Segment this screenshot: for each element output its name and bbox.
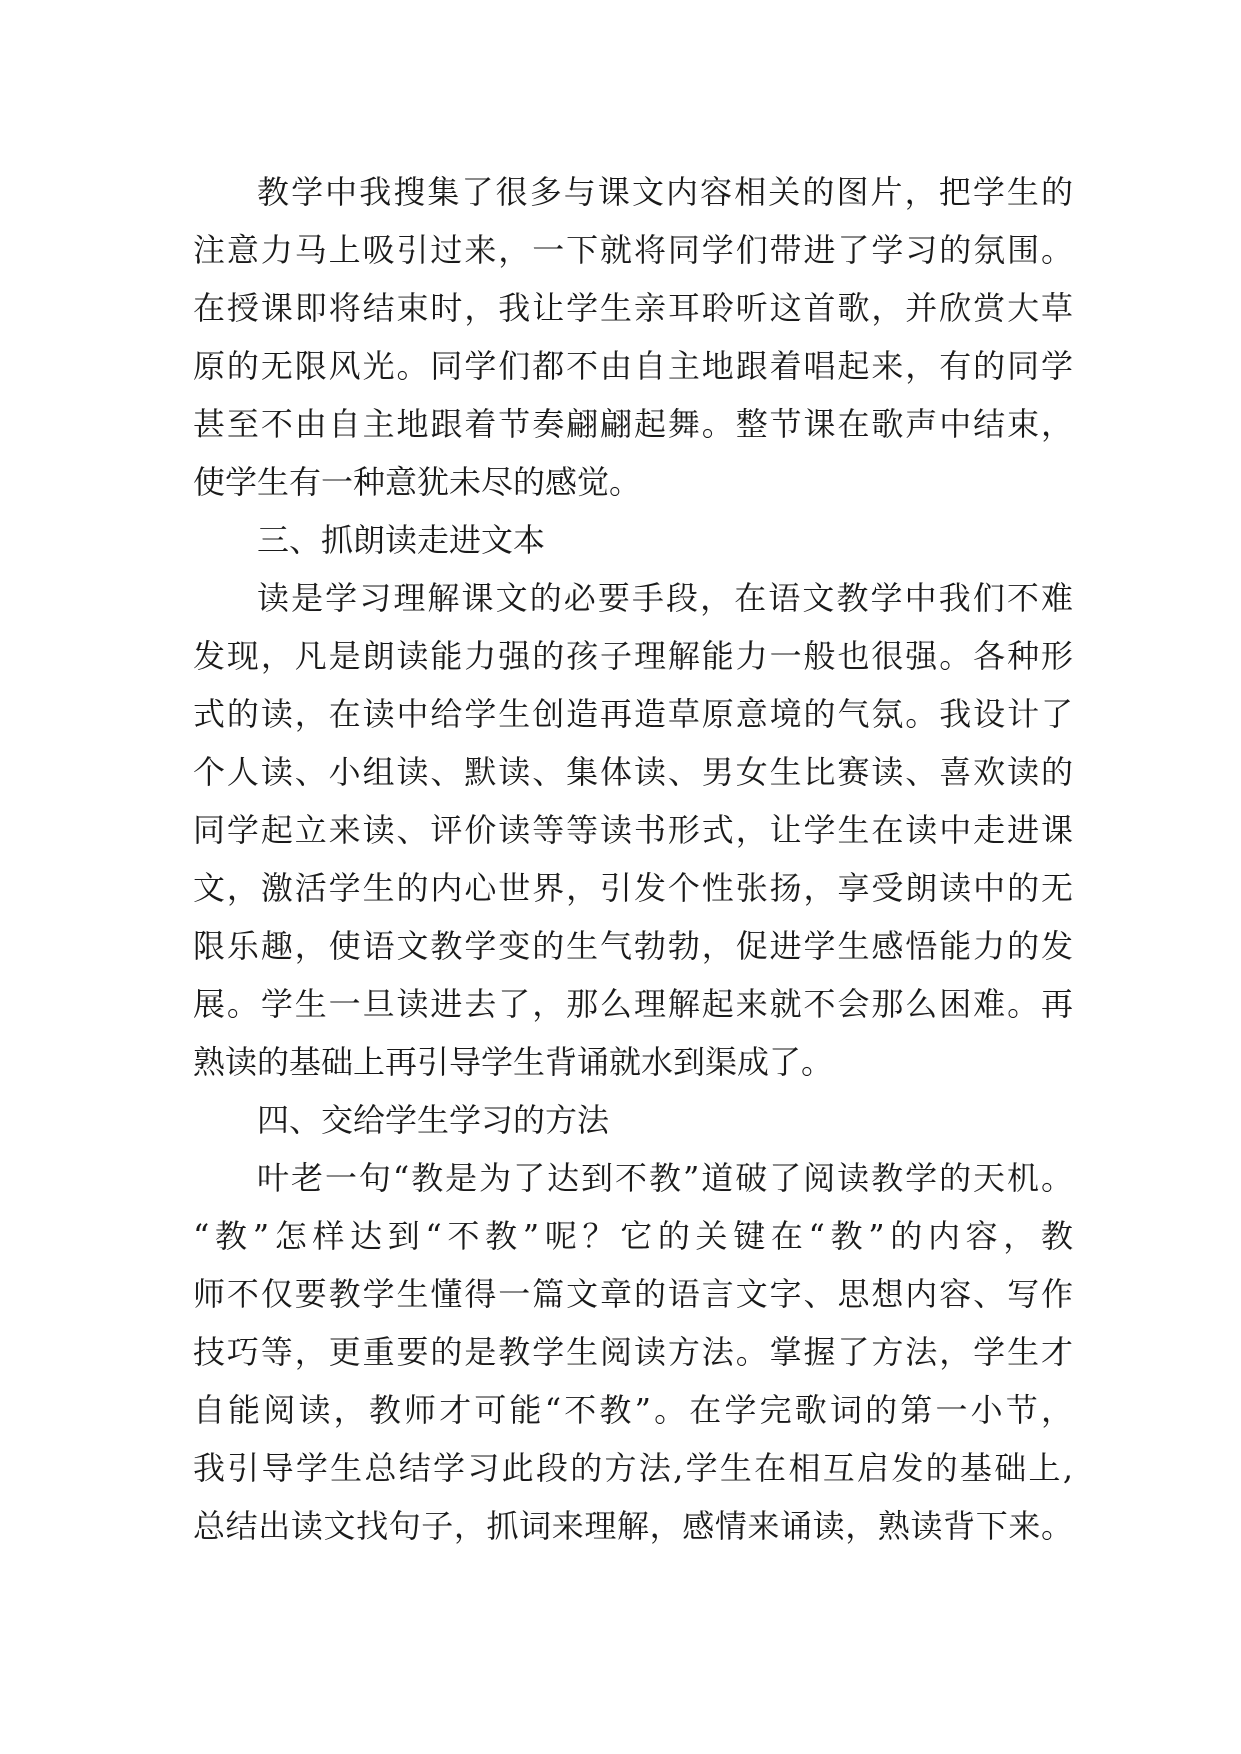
paragraph-line: 教学中我搜集了很多与课文内容相关的图片，把学生的 [257,173,1073,211]
paragraph-line: 熟读的基础上再引导学生背诵就水到渠成了。 [193,1043,834,1081]
paragraph-line: 叶老一句“教是为了达到不教”道破了阅读教学的天机。 [257,1159,1073,1197]
paragraph-line: 在授课即将结束时，我让学生亲耳聆听这首歌，并欣赏大草 [193,289,1073,327]
paragraph-line: 原的无限风光。同学们都不由自主地跟着唱起来，有的同学 [193,347,1073,385]
document-body [193,163,1073,1555]
paragraph-line: 同学起立来读、评价读等等读书形式，让学生在读中走进课 [193,811,1073,849]
section-heading: 三、抓朗读走进文本 [257,521,546,559]
section-heading: 四、交给学生学习的方法 [257,1101,610,1139]
paragraph-line: 注意力马上吸引过来，一下就将同学们带进了学习的氛围。 [193,231,1073,269]
paragraph-line: 师不仅要教学生懂得一篇文章的语言文字、思想内容、写作 [193,1275,1073,1313]
paragraph-line: 限乐趣，使语文教学变的生气勃勃，促进学生感悟能力的发 [193,927,1073,965]
paragraph-line: 式的读，在读中给学生创造再造草原意境的气氛。我设计了 [193,695,1073,733]
paragraph-line: 使学生有一种意犹未尽的感觉。 [193,463,642,501]
paragraph-line: 技巧等，更重要的是教学生阅读方法。掌握了方法，学生才 [193,1333,1073,1371]
paragraph-line: 发现，凡是朗读能力强的孩子理解能力一般也很强。各种形 [193,637,1073,675]
paragraph-line: 我引导学生总结学习此段的方法,学生在相互启发的基础上, [193,1449,1073,1487]
paragraph-line: 读是学习理解课文的必要手段，在语文教学中我们不难 [257,579,1073,617]
paragraph-line: 自能阅读，教师才可能“不教”。在学完歌词的第一小节， [193,1391,1073,1429]
paragraph-line: 展。学生一旦读进去了，那么理解起来就不会那么困难。再 [193,985,1073,1023]
paragraph-line: “教”怎样达到“不教”呢？它的关键在“教”的内容，教 [193,1217,1073,1255]
paragraph-line: 甚至不由自主地跟着节奏翩翩起舞。整节课在歌声中结束， [193,405,1073,443]
paragraph-line: 个人读、小组读、默读、集体读、男女生比赛读、喜欢读的 [193,753,1073,791]
paragraph-line: 总结出读文找句子，抓词来理解，感情来诵读，熟读背下来。 [193,1507,1073,1545]
paragraph-line: 文，激活学生的内心世界，引发个性张扬，享受朗读中的无 [193,869,1073,907]
